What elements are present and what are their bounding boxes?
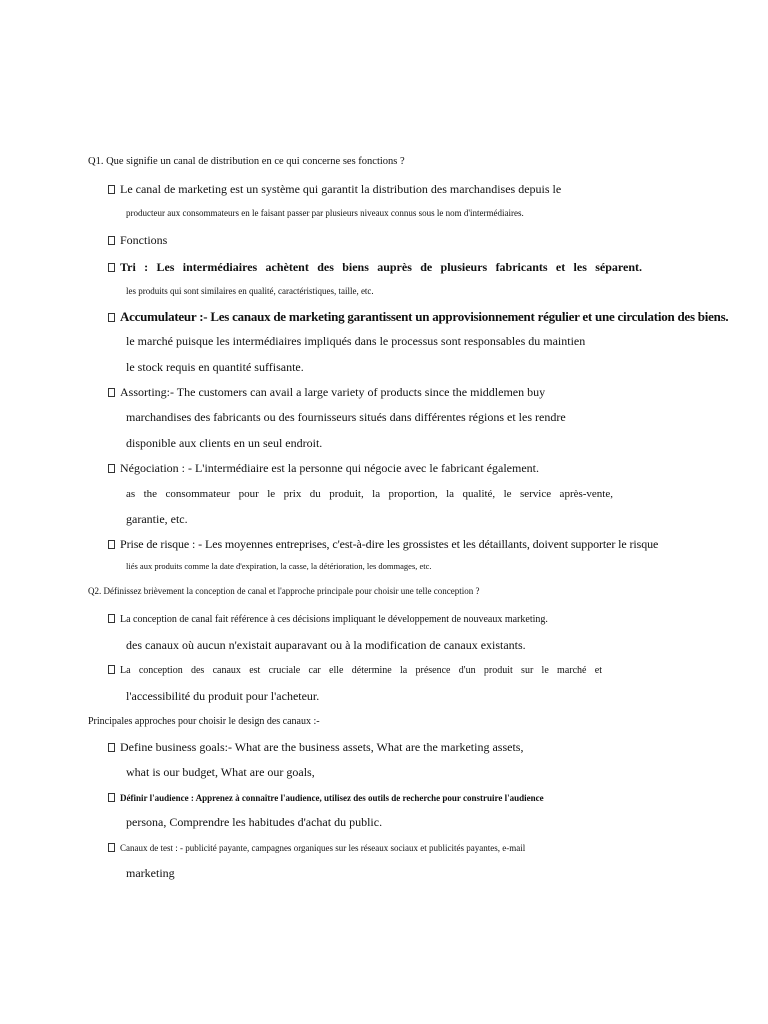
bullet-box-icon — [108, 540, 115, 549]
q1-assorting-cont-2: disponible aux clients en un seul endroit. — [126, 436, 323, 450]
bullet-box-icon — [108, 263, 115, 272]
approach-goals-cont: what is our budget, What are our goals, — [126, 765, 315, 779]
approach-bullet-audience: Définir l'audience : Apprenez à connaître l'audience, utilisez des outils de recherche pour construire l'audience — [108, 793, 544, 803]
q1-accumulateur-cont-1: le marché puisque les intermédiaires impliqués dans le processus sont responsables du maintien — [126, 334, 586, 348]
approach-bullet-goals: Define business goals:- What are the business assets, What are the marketing assets, — [108, 741, 523, 755]
q2-bullet-conception-1: La conception de canal fait référence à ces décisions impliquant le développement de nouveaux marketing. — [108, 614, 548, 626]
approach-audience-cont: persona, Comprendre les habitudes d'achat du public. — [126, 815, 383, 829]
q1-bullet-risque: Prise de risque : - Les moyennes entreprises, c'est-à-dire les grossistes et les détaillants, doivent supporter le risque — [108, 538, 658, 552]
q1-bullet-definition: Le canal de marketing est un système qui garantit la distribution des marchandises depuis le — [108, 183, 561, 197]
approaches-title: Principales approches pour choisir le design des canaux :- — [88, 716, 320, 727]
bullet-box-icon — [108, 313, 115, 322]
q1-bullet-tri: Tri : Les intermédiaires achètent des biens auprès de plusieurs fabricants et les séparent. — [108, 261, 642, 275]
q1-bullet-negociation: Négociation : - L'intermédiaire est la personne qui négocie avec le fabricant également. — [108, 462, 539, 476]
q1-bullet-fonctions: Fonctions — [108, 234, 167, 248]
q1-negociation-cont-1: as the consommateur pour le prix du produit, la proportion, la qualité, le service après-vente, — [126, 488, 613, 500]
bullet-box-icon — [108, 236, 115, 245]
q2-conception-1-cont: des canaux où aucun n'existait auparavant ou à la modification de canaux existants. — [126, 638, 526, 652]
bullet-box-icon — [108, 185, 115, 194]
q2-title: Q2. Définissez brièvement la conception de canal et l'approche principale pour choisir une telle conception ? — [88, 586, 480, 596]
bullet-box-icon — [108, 614, 115, 623]
approach-bullet-test: Canaux de test : - publicité payante, campagnes organiques sur les réseaux sociaux et publicités payantes, e-mail — [108, 843, 525, 853]
q1-bullet-accumulateur: Accumulateur :- Les canaux de marketing garantissent un approvisionnement régulier et une circulation des biens. — [108, 310, 728, 325]
bullet-box-icon — [108, 843, 115, 852]
bullet-box-icon — [108, 743, 115, 752]
q1-title: Q1. Que signifie un canal de distribution en ce qui concerne ses fonctions ? — [88, 156, 405, 167]
bullet-box-icon — [108, 388, 115, 397]
bullet-box-icon — [108, 665, 115, 674]
q2-bullet-conception-2: La conception des canaux est cruciale car elle détermine la présence d'un produit sur le marché et — [108, 665, 602, 677]
q1-risque-cont: liés aux produits comme la date d'expiration, la casse, la détérioration, les dommages, etc. — [126, 561, 432, 571]
q1-assorting-cont-1: marchandises des fabricants ou des fournisseurs situés dans différentes régions et les rendre — [126, 410, 566, 424]
bullet-box-icon — [108, 464, 115, 473]
q1-definition-cont: producteur aux consommateurs en le faisant passer par plusieurs niveaux connus sous le nom d'intermédiaires. — [126, 208, 524, 218]
approach-test-cont: marketing — [126, 866, 175, 880]
q1-negociation-cont-2: garantie, etc. — [126, 512, 188, 526]
q1-accumulateur-cont-2: le stock requis en quantité suffisante. — [126, 360, 304, 374]
bullet-box-icon — [108, 793, 115, 802]
q2-conception-2-cont: l'accessibilité du produit pour l'acheteur. — [126, 689, 320, 703]
q1-bullet-assorting: Assorting:- The customers can avail a large variety of products since the middlemen buy — [108, 386, 545, 400]
q1-tri-cont: les produits qui sont similaires en qualité, caractéristiques, taille, etc. — [126, 286, 374, 296]
